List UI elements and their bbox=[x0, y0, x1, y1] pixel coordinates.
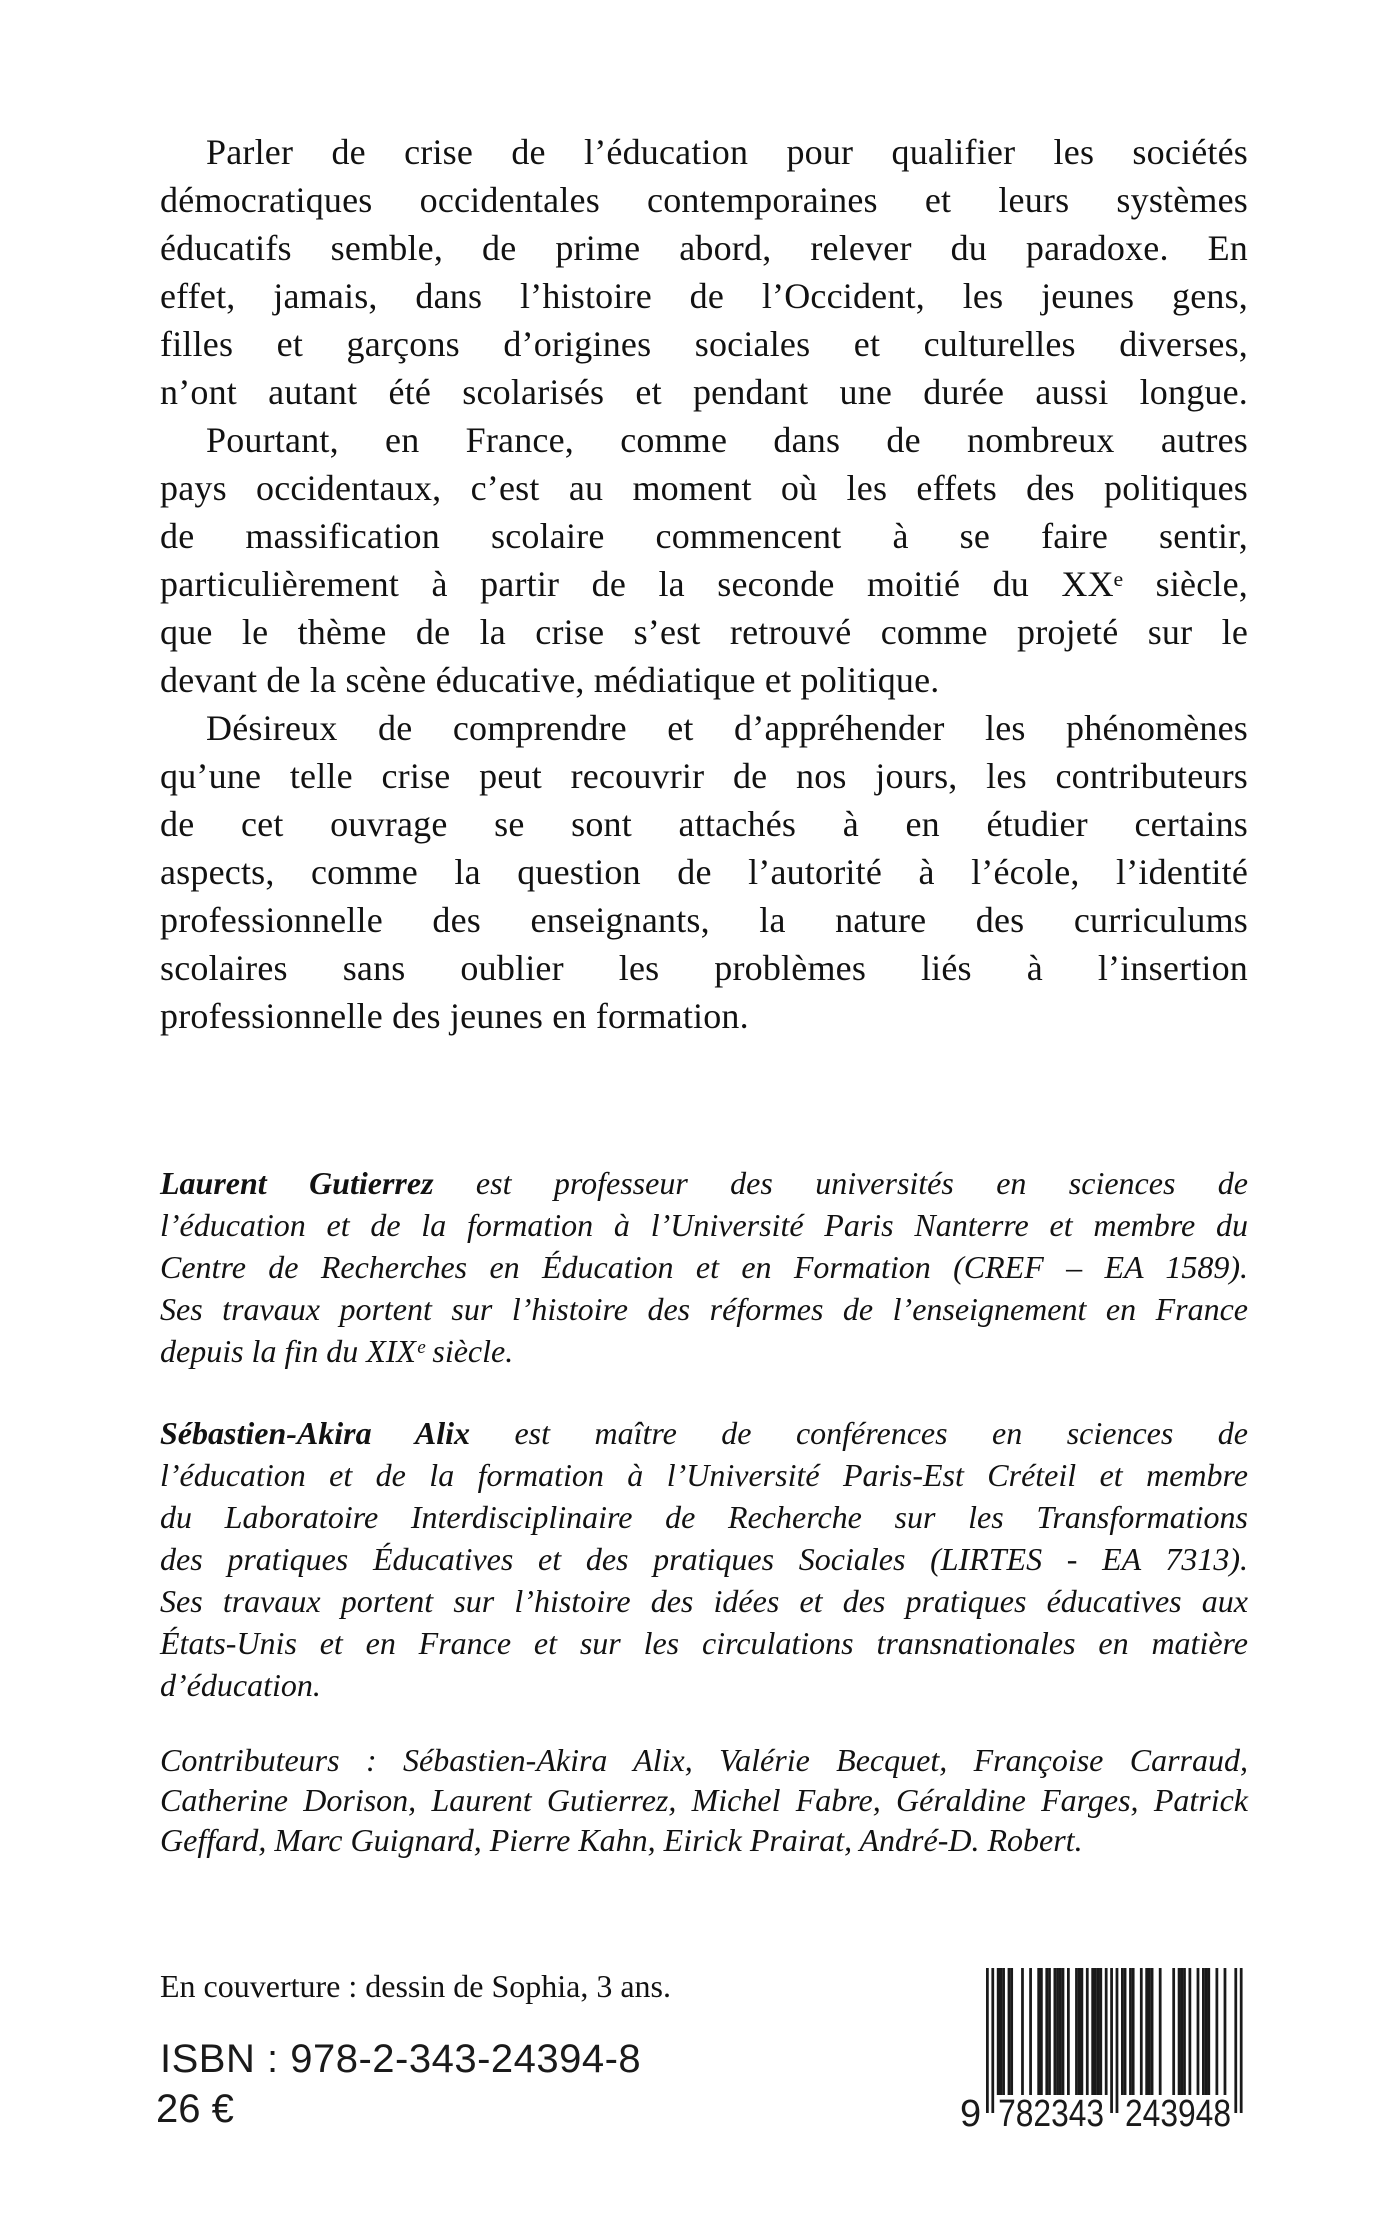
text-line: depuis la fin du XIXᵉ siècle. bbox=[160, 1333, 514, 1369]
synopsis-paragraph bbox=[160, 416, 1248, 704]
text-line: Ses travaux portent sur l’histoire des réformes de l’enseignement en France bbox=[160, 1291, 1248, 1327]
ean13-barcode-svg bbox=[960, 1966, 1252, 2130]
synopsis-paragraph bbox=[160, 704, 1248, 1040]
synopsis bbox=[160, 128, 1248, 1040]
text-line: l’éducation et de la formation à l’Université Paris-Est Créteil et membre bbox=[160, 1457, 1248, 1493]
text-line: filles et garçons d’origines sociales et culturelles diverses, bbox=[160, 324, 1248, 364]
text-line: professionnelle des enseignants, la nature des curriculums bbox=[160, 900, 1248, 940]
synopsis-paragraph bbox=[160, 128, 1248, 416]
text-line: Pourtant, en France, comme dans de nombreux autres bbox=[206, 420, 1248, 460]
text-line: pays occidentaux, c’est au moment où les effets des politiques bbox=[160, 468, 1248, 508]
text-line: professionnelle des jeunes en formation. bbox=[160, 996, 749, 1036]
text-line: devant de la scène éducative, médiatique et politique. bbox=[160, 660, 940, 700]
text-line: éducatifs semble, de prime abord, relever du paradoxe. En bbox=[160, 228, 1248, 268]
bio-text: est maître de conférences en sciences de bbox=[469, 1415, 1249, 1451]
text-line: de massification scolaire commencent à se faire sentir, bbox=[160, 516, 1248, 556]
text-line: Ses travaux portent sur l’histoire des idées et des pratiques éducatives aux bbox=[160, 1583, 1248, 1619]
text-line: n’ont autant été scolarisés et pendant une durée aussi longue. bbox=[160, 372, 1248, 412]
text-line: particulièrement à partir de la seconde moitié du XXᵉ siècle, bbox=[160, 564, 1248, 604]
ean13-barcode bbox=[960, 1966, 1252, 2130]
text-line: Désireux de comprendre et d’appréhender les phénomènes bbox=[206, 708, 1248, 748]
text-line: du Laboratoire Interdisciplinaire de Recherche sur les Transformations bbox=[160, 1499, 1248, 1535]
text-line: l’éducation et de la formation à l’Université Paris Nanterre et membre du bbox=[160, 1207, 1248, 1243]
price: 26 € bbox=[156, 2087, 234, 2131]
svg-text:243948: 243948 bbox=[1125, 2093, 1231, 2130]
text-line: d’éducation. bbox=[160, 1667, 321, 1703]
text-line: qu’une telle crise peut recouvrir de nos jours, les contributeurs bbox=[160, 756, 1248, 796]
author-name: Sébastien-Akira Alix bbox=[160, 1415, 470, 1451]
text-line: démocratiques occidentales contemporaines et leurs systèmes bbox=[160, 180, 1248, 220]
text-line: des pratiques Éducatives et des pratiques Sociales (LIRTES - EA 7313). bbox=[160, 1541, 1248, 1577]
text-line: effet, jamais, dans l’histoire de l’Occident, les jeunes gens, bbox=[160, 276, 1248, 316]
isbn-number: ISBN : 978-2-343-24394-8 bbox=[160, 2037, 642, 2081]
author-bio-gutierrez bbox=[160, 1162, 1248, 1372]
contributors-list bbox=[160, 1740, 1248, 1860]
bio-text: est professeur des universités en sciences de bbox=[433, 1165, 1249, 1201]
text-line: que le thème de la crise s’est retrouvé comme projeté sur le bbox=[160, 612, 1248, 652]
text-line: aspects, comme la question de l’autorité à l’école, l’identité bbox=[160, 852, 1248, 892]
author-bio-alix bbox=[160, 1412, 1248, 1706]
text-line: Centre de Recherches en Éducation et en Formation (CREF – EA 1589). bbox=[160, 1249, 1248, 1285]
text-line: de cet ouvrage se sont attachés à en étudier certains bbox=[160, 804, 1248, 844]
text-line: Geffard, Marc Guignard, Pierre Kahn, Eirick Prairat, André-D. Robert. bbox=[160, 1822, 1083, 1858]
cover-illustration-note: En couverture : dessin de Sophia, 3 ans. bbox=[160, 1968, 671, 2004]
svg-text:9: 9 bbox=[960, 2093, 982, 2130]
text-line bbox=[160, 1412, 1248, 1454]
text-line: États-Unis et en France et sur les circulations transnationales en matière bbox=[160, 1625, 1248, 1661]
text-line: Parler de crise de l’éducation pour qualifier les sociétés bbox=[206, 132, 1248, 172]
svg-text:782343: 782343 bbox=[998, 2093, 1105, 2130]
text-line: scolaires sans oublier les problèmes liés à l’insertion bbox=[160, 948, 1248, 988]
text-line bbox=[160, 1162, 1248, 1204]
text-line: Catherine Dorison, Laurent Gutierrez, Michel Fabre, Géraldine Farges, Patrick bbox=[160, 1782, 1248, 1818]
text-line: Contributeurs : Sébastien-Akira Alix, Valérie Becquet, Françoise Carraud, bbox=[160, 1742, 1248, 1778]
author-name: Laurent Gutierrez bbox=[160, 1165, 434, 1201]
